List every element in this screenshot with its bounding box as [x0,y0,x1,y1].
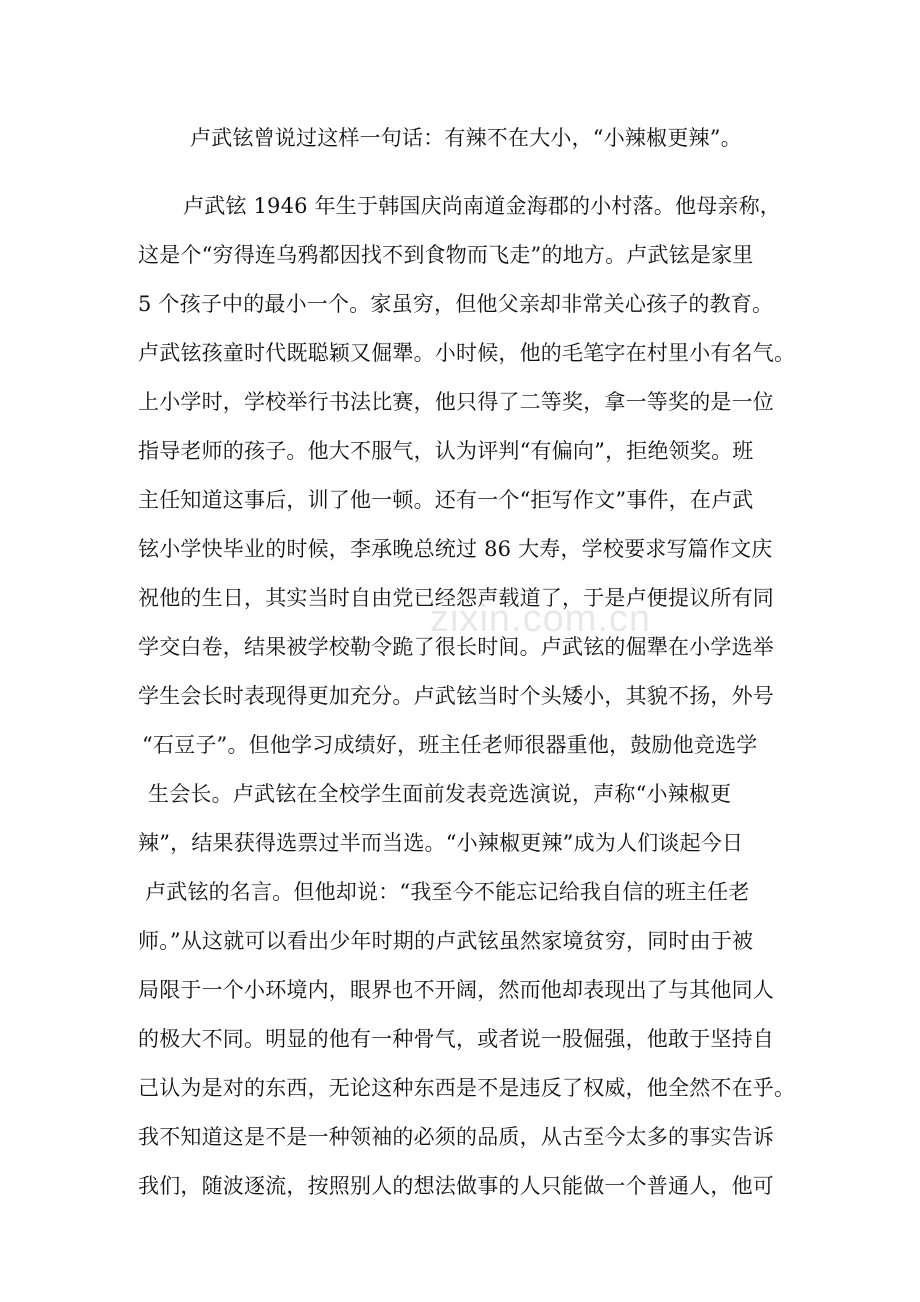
paragraph-line: 祝他的生日，其实当时自由党已经怨声载道了，于是卢便提议所有同 [138,586,774,610]
paragraph-line: 卢武铉 1946 年生于韩国庆尚南道金海郡的小村落。他母亲称， [183,194,781,218]
paragraph-line: 卢武铉的名言。但他却说：“我至今不能忘记给我自信的班主任老 [145,880,750,904]
paragraph-line: 这是个“穷得连乌鸦都因找不到食物而飞走”的地方。卢武铉是家里 [138,243,754,267]
paragraph-line: 上小学时，学校举行书法比赛，他只得了二等奖，拿一等奖的是一位 [138,390,774,414]
paragraph-line: 的极大不同。明显的他有一种骨气，或者说一股倔强，他敢于坚持自 [138,1027,774,1051]
paragraph-line: 指导老师的孩子。他大不服气，认为评判“有偏向”，拒绝领奖。班 [138,439,754,463]
paragraph-line: “石豆子”。但他学习成绩好，班主任老师很器重他，鼓励他竞选学 [142,733,758,757]
paragraph-line: 师。”从这就可以看出少年时期的卢武铉虽然家境贫穷，同时由于被 [138,929,754,953]
paragraph-line: 我们，随波逐流，按照别人的想法做事的人只能做一个普通人，他可 [138,1174,774,1198]
paragraph-line: 辣”，结果获得选票过半而当选。“小辣椒更辣”成为人们谈起今日 [138,831,744,855]
paragraph-line: 己认为是对的东西，无论这种东西是不是违反了权威，他全然不在乎。 [138,1076,796,1100]
paragraph-line: 卢武铉曾说过这样一句话：有辣不在大小，“小辣椒更辣”。 [190,126,742,150]
paragraph-line: 生会长。卢武铉在全校学生面前发表竞选演说，声称“小辣椒更 [148,782,732,806]
paragraph-line: 学交白卷，结果被学校勒令跪了很长时间。卢武铉的倔犟在小学选举 [138,635,774,659]
paragraph-line: 5 个孩子中的最小一个。家虽穷，但他父亲却非常关心孩子的教育。 [138,292,774,316]
paragraph-line: 铉小学快毕业的时候，李承晚总统过 86 大寿，学校要求写篇作文庆 [138,537,773,561]
paragraph-line: 卢武铉孩童时代既聪颖又倔犟。小时候，他的毛笔字在村里小有名气。 [138,341,796,365]
paragraph-line: 我不知道这是不是一种领袖的必须的品质，从古至今太多的事实告诉 [138,1125,774,1149]
paragraph-line: 学生会长时表现得更加充分。卢武铉当时个头矮小，其貌不扬，外号 [138,684,774,708]
watermark: zixin.com.cn [430,598,652,640]
paragraph-line: 局限于一个小环境内，眼界也不开阔，然而他却表现出了与其他同人 [138,978,774,1002]
paragraph-line: 主任知道这事后，训了他一顿。还有一个“拒写作文”事件，在卢武 [138,488,754,512]
